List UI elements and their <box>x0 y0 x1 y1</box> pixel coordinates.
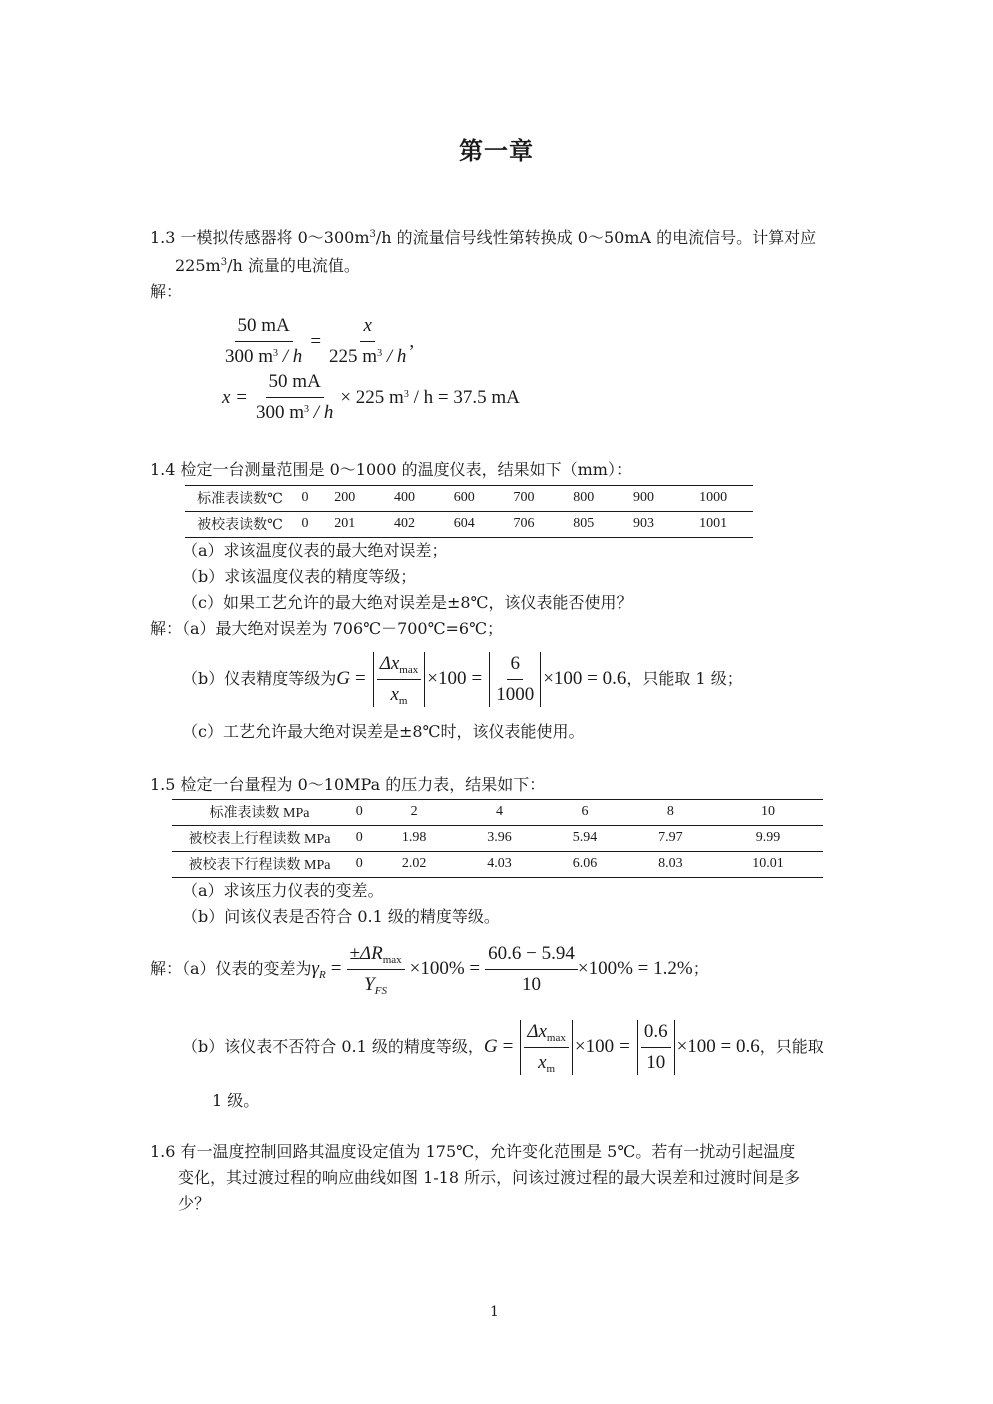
q14-part-c: （c）如果工艺允许的最大绝对误差是±8℃，该仪表能否使用？ <box>182 593 633 612</box>
q14-solution-b <box>182 650 743 708</box>
table-cell: 600 <box>453 490 475 505</box>
table-cell: 805 <box>573 516 595 531</box>
table-cell: 1.98 <box>401 830 427 845</box>
table-cell: 9.99 <box>755 830 781 845</box>
q13-eq2-den-text: 300 m <box>256 402 305 423</box>
q15-sol-a-gamma-text: γ <box>311 958 320 979</box>
q15-table <box>172 799 823 877</box>
q15-sol-b-result: ×100 = 0.6 <box>676 1036 760 1057</box>
q13-line2-tail: /h 流量的电流值。 <box>227 256 360 275</box>
table-cell: 2 <box>410 804 418 819</box>
q15-part-b: （b）问该仪表是否符合 0.1 级的精度等级。 <box>182 907 500 926</box>
q13-equation-1 <box>222 314 414 369</box>
q15-sol-b-num-sub: max <box>546 1031 566 1044</box>
q14-table-bottom-rule <box>185 537 753 538</box>
q13-eq1-equals: = <box>310 330 322 352</box>
q14-part-b: （b）求该温度仪表的精度等级； <box>182 567 417 586</box>
table-cell: 0 <box>355 830 363 845</box>
table-cell: 0 <box>355 856 363 871</box>
q15-table-rule-1 <box>172 825 823 826</box>
q15-sol-a-den2: 10 <box>522 973 542 995</box>
q15-sol-a-num1-text: ±ΔR <box>349 942 383 964</box>
q13-eq2-frac <box>253 370 336 425</box>
q13-eq1-num2: x <box>360 314 374 342</box>
q13-eq2-den <box>253 398 336 425</box>
q16-line2: 变化，其过渡过程的响应曲线如图 1-18 所示，问该过渡过程的最大误差和过渡时间是多 <box>178 1168 801 1187</box>
table-cell-label: 被校表读数℃ <box>197 518 283 533</box>
q14-sol-b-frac2 <box>493 652 537 707</box>
q15-sol-b-prefix: （b）该仪表不否符合 0.1 级的精度等级， <box>182 1037 484 1056</box>
table-cell: 10 <box>761 804 776 819</box>
table-cell: 900 <box>632 490 654 505</box>
q15-sol-b-den <box>535 1048 558 1075</box>
table-cell: 6.06 <box>572 856 598 871</box>
q15-sol-b-suffix: ，只能取 <box>759 1037 824 1056</box>
q13-eq1-den1-tail: / h <box>278 346 303 367</box>
table-cell: 3.96 <box>487 830 512 845</box>
q13-eq2-rest-sup: 3 <box>403 388 409 400</box>
q14-sol-b-suffix: ，只能取 1 级； <box>626 669 743 688</box>
q13-eq2-rest-text: × 225 m <box>340 386 404 408</box>
q15-solution-a <box>150 940 709 998</box>
table-cell-label: 被校表下行程读数 MPa <box>188 858 331 873</box>
q13-eq1-den2-tail: / h <box>382 346 407 367</box>
table-cell: 7.97 <box>658 830 683 845</box>
q13-line2-sup: 3 <box>220 257 228 268</box>
q16-line3: 少？ <box>178 1194 211 1213</box>
q13-eq1-comma: , <box>409 330 415 352</box>
q15-solution-b-continuation: 1 级。 <box>212 1091 260 1110</box>
table-cell: 0 <box>301 490 309 505</box>
q15-sol-b-eq2: = <box>619 1036 630 1057</box>
q13-eq1-den1-sup: 3 <box>273 348 279 359</box>
q15-sol-b-eq1: = <box>502 1036 514 1057</box>
q13-eq1-frac1 <box>222 314 305 369</box>
q13-eq1-den1 <box>222 342 305 369</box>
q13-eq1-den1-text: 300 m <box>225 346 274 367</box>
table-cell: 700 <box>513 490 535 505</box>
q13-line1-tail: /h 的流量信号线性第转换成 0～50mA 的电流信号。计算对应 <box>375 228 817 247</box>
q13-eq1-den2 <box>326 342 409 369</box>
table-cell: 10.01 <box>752 856 784 871</box>
q14-sol-b-num <box>377 652 422 680</box>
table-cell: 1001 <box>699 516 728 531</box>
q15-sol-b-frac2-num: 0.6 <box>641 1020 671 1048</box>
q13-stem-line2 <box>175 255 360 277</box>
table-row <box>172 851 823 877</box>
table-cell: 4.03 <box>487 856 512 871</box>
q13-line1-sup: 3 <box>369 229 376 240</box>
q13-eq2-rest <box>340 387 520 409</box>
q15-part-a: （a）求该压力仪表的变差。 <box>182 881 384 900</box>
q15-sol-b-abs1 <box>520 1020 573 1075</box>
q14-stem: 1.4 检定一台测量范围是 0～1000 的温度仪表，结果如下（mm）： <box>150 460 632 479</box>
q14-sol-b-prefix: （b）仪表精度等级为 <box>182 669 337 688</box>
q15-sol-b-num <box>524 1020 569 1048</box>
q15-sol-a-den1-sub: FS <box>374 984 387 997</box>
q16-line1: 1.6 有一温度控制回路其温度设定值为 175℃，允许变化范围是 5℃。若有一扰动引起温度 <box>150 1142 796 1161</box>
q15-table-rule-2 <box>172 851 823 852</box>
chapter-title: 第一章 <box>459 136 534 165</box>
q15-sol-b-times1: ×100 <box>574 1036 615 1057</box>
q15-sol-b-frac2-den: 10 <box>646 1051 666 1073</box>
q15-sol-b-formula <box>484 1020 760 1075</box>
q14-sol-b-num-text: Δx <box>379 652 400 674</box>
q13-eq2-den-tail: / h <box>309 402 334 423</box>
q15-sol-a-formula <box>312 942 693 997</box>
q15-sol-b-abs2 <box>637 1020 675 1075</box>
q14-sol-b-formula <box>336 652 626 707</box>
table-cell: 706 <box>513 516 535 531</box>
table-cell: 5.94 <box>572 830 598 845</box>
q14-sol-b-G: G <box>336 668 350 689</box>
table-cell: 200 <box>334 490 356 505</box>
q14-sol-b-num-sub: max <box>399 663 419 676</box>
table-row <box>185 511 753 537</box>
q13-eq1-frac2 <box>326 314 409 369</box>
table-cell: 8 <box>666 804 674 819</box>
q15-solution-b <box>182 1018 824 1076</box>
table-cell: 8.03 <box>658 856 683 871</box>
q14-part-a: （a）求该温度仪表的最大绝对误差； <box>182 541 448 560</box>
table-cell: 800 <box>573 490 595 505</box>
q14-sol-b-den-text: x <box>390 683 399 705</box>
table-cell: 201 <box>334 516 356 531</box>
q15-sol-b-num-text: Δx <box>527 1020 547 1042</box>
q13-solution-label: 解： <box>150 282 183 301</box>
q13-eq2-den-sup: 3 <box>304 404 310 415</box>
table-cell: 604 <box>453 516 475 531</box>
q15-sol-a-den1 <box>361 970 390 997</box>
page-number: 1 <box>490 1304 499 1320</box>
q15-sol-b-den-sub: m <box>546 1062 556 1075</box>
q14-sol-b-abs1 <box>373 652 426 707</box>
q15-sol-a-num1 <box>347 942 405 970</box>
table-cell: 402 <box>394 516 415 531</box>
q15-sol-b-frac1 <box>524 1020 569 1075</box>
q13-eq2-rest-tail: / h = 37.5 mA <box>408 386 520 408</box>
q13-line1-text: 1.3 一模拟传感器将 0～300m <box>150 228 370 247</box>
q13-eq1-den2-sup: 3 <box>377 348 383 359</box>
table-cell-label: 标准表读数 MPa <box>209 806 310 821</box>
q15-sol-a-frac2 <box>485 942 578 997</box>
table-row <box>185 485 753 511</box>
q15-sol-a-eq1: = <box>330 958 342 979</box>
table-cell: 0 <box>355 804 363 819</box>
table-cell: 6 <box>581 804 589 819</box>
table-row <box>172 825 823 851</box>
q15-table-bottom-rule <box>172 877 823 878</box>
table-cell: 400 <box>394 490 415 505</box>
q14-sol-b-frac1 <box>377 652 422 707</box>
q13-eq2-lhs: x = <box>222 386 249 408</box>
table-cell-label: 被校表上行程读数 MPa <box>188 832 331 847</box>
q14-sol-b-abs2 <box>489 652 541 707</box>
q13-eq1-num1: 50 mA <box>235 314 293 342</box>
q15-sol-a-den1-text: Y <box>364 973 375 995</box>
q14-sol-b-eq2: = <box>471 668 483 689</box>
q13-eq2-num: 50 mA <box>266 370 324 398</box>
q15-sol-b-frac2 <box>641 1020 671 1075</box>
q15-sol-b-den-text: x <box>538 1051 547 1073</box>
q14-sol-b-eq1: = <box>354 668 366 689</box>
q14-solution-c: （c）工艺允许最大绝对误差是±8℃时，该仪表能使用。 <box>182 722 585 741</box>
table-cell-label: 标准表读数℃ <box>197 492 283 507</box>
q15-sol-a-suffix: ； <box>692 959 709 978</box>
q14-solution-a: 解：（a）最大绝对误差为 706℃－700℃=6℃； <box>150 619 503 638</box>
q14-sol-b-frac2-num: 6 <box>507 652 523 680</box>
q15-sol-a-prefix: 解：（a）仪表的变差为 <box>150 959 312 978</box>
table-cell: 4 <box>496 804 504 819</box>
q15-sol-a-frac1 <box>347 942 405 997</box>
q13-eq1-den2-text: 225 m <box>329 346 378 367</box>
q14-sol-b-den <box>387 680 410 707</box>
q15-stem: 1.5 检定一台量程为 0～10MPa 的压力表，结果如下： <box>150 775 546 794</box>
q15-sol-a-num1-sub: max <box>382 953 402 966</box>
table-cell: 1000 <box>699 490 728 505</box>
q15-sol-b-G: G <box>483 1036 498 1057</box>
q15-sol-a-num2: 60.6 − 5.94 <box>485 942 578 970</box>
q13-stem-line1 <box>150 227 816 249</box>
q15-sol-a-mid: ×100% = <box>409 958 481 979</box>
table-row <box>172 799 823 825</box>
q13-line2-text: 225m <box>175 256 221 275</box>
q14-table-mid-rule <box>185 511 753 512</box>
q15-sol-a-gamma <box>312 958 326 980</box>
table-cell: 0 <box>301 516 309 531</box>
table-cell: 2.02 <box>401 856 427 871</box>
q15-sol-a-gamma-sub: R <box>319 969 326 981</box>
q13-equation-2 <box>222 370 520 425</box>
q14-sol-b-times1: ×100 <box>427 668 467 689</box>
table-cell: 903 <box>632 516 654 531</box>
q14-sol-b-frac2-den: 1000 <box>496 683 535 705</box>
q15-sol-a-result: ×100% = 1.2% <box>577 958 693 979</box>
q14-sol-b-result: ×100 = 0.6 <box>543 668 627 689</box>
q14-sol-b-den-sub: m <box>398 694 408 707</box>
